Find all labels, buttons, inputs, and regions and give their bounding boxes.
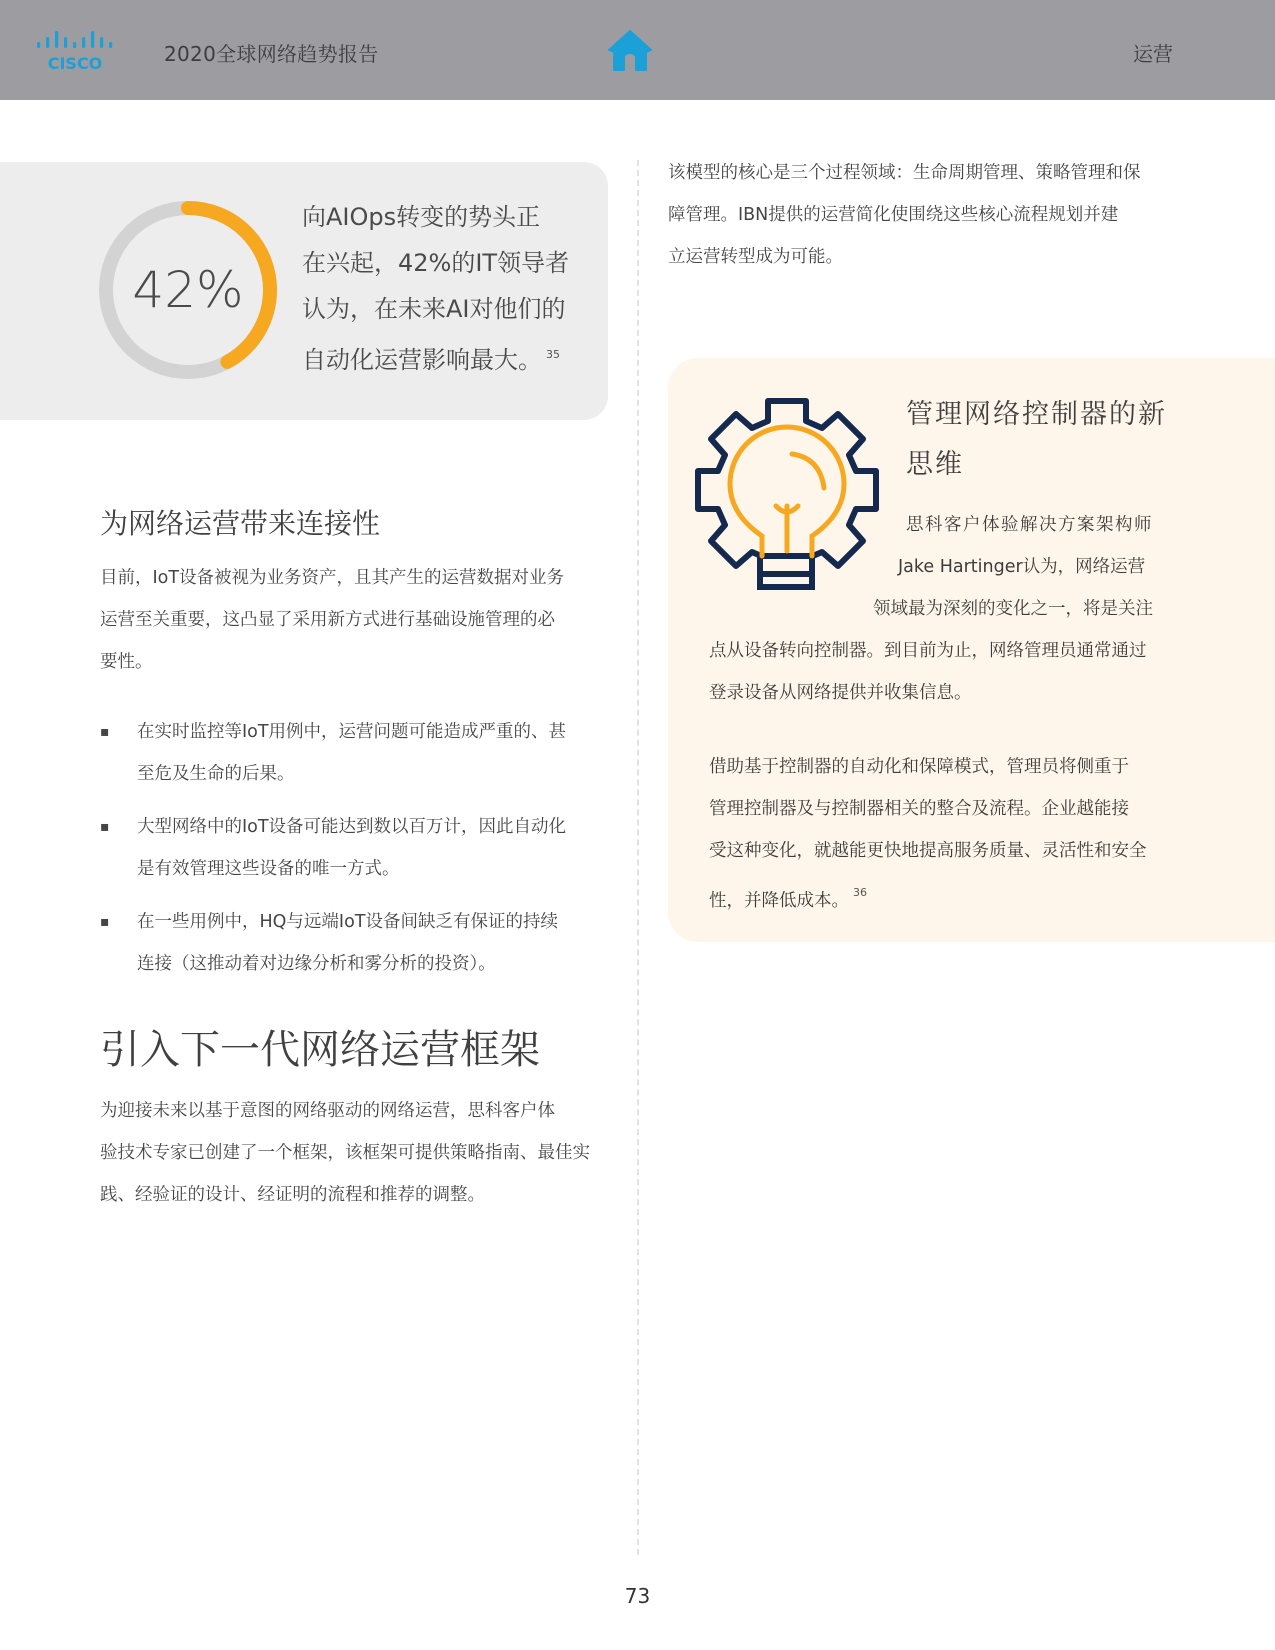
- insight-text-line: 管理控制器及与控制器相关的整合及流程。企业越能接: [709, 799, 1129, 819]
- page-number: 73: [624, 1584, 651, 1608]
- footnote-ref[interactable]: 36: [853, 886, 867, 899]
- paragraph-model-core: 该模型的核心是三个过程领域：生命周期管理、策略管理和保 障管理。IBN提供的运营简化使围绕这些核心流程规划并建 立运营转型成为可能。: [668, 163, 1141, 267]
- insight-text-line: 性，并降低成本。 $^{36}$: [709, 886, 867, 911]
- insight-text-line: Jake Hartinger认为，网络运营: [898, 557, 1146, 577]
- list-item: ▪ 大型网络中的IoT设备可能达到数以百万计，因此自动化 是有效管理这些设备的唯一方式。: [100, 806, 610, 890]
- bullet-marker: ▪: [100, 724, 110, 740]
- section-label[interactable]: 运营: [1133, 42, 1173, 66]
- cisco-logo[interactable]: [36, 30, 118, 72]
- insight-card-title: 管理网络控制器的新 思维: [906, 399, 1167, 480]
- bullet-marker: ▪: [100, 914, 110, 930]
- gear-lightbulb-icon: [692, 396, 882, 590]
- bullet-marker: ▪: [100, 819, 110, 835]
- top-bar: [0, 0, 1275, 100]
- bullet-list: [100, 711, 610, 996]
- list-item: ▪ 在实时监控等IoT用例中，运营问题可能造成严重的、甚 至危及生命的后果。: [100, 711, 610, 795]
- report-title: 2020全球网络趋势报告: [164, 42, 379, 66]
- insight-text-line: 领域最为深刻的变化之一，将是关注: [873, 599, 1153, 619]
- stat-description: 向AIOps转变的势头正 在兴起，42%的IT领导者 认为，在未来AI对他们的 自动化运营影响最大。 $^{35}$: [302, 203, 570, 374]
- insight-text-line: 思科客户体验解决方案架构师: [906, 515, 1153, 535]
- section-heading-framework: 引入下一代网络运营框架: [100, 1027, 540, 1073]
- svg-text:CISCO: CISCO: [47, 54, 103, 72]
- insight-text-line: 登录设备从网络提供并收集信息。: [709, 683, 972, 703]
- column-divider: [637, 160, 639, 1555]
- paragraph-iot-assets: 目前，IoT设备被视为业务资产，且其产生的运营数据对业务 运营至关重要，这凸显了采用新方式进行基础设施管理的必 要性。: [100, 568, 565, 672]
- insight-text-line: 点从设备转向控制器。到目前为止，网络管理员通常通过: [709, 641, 1147, 661]
- insight-text-line: 借助基于控制器的自动化和保障模式，管理员将侧重于: [709, 757, 1129, 777]
- section-heading-connectivity: 为网络运营带来连接性: [100, 507, 381, 540]
- home-icon[interactable]: [606, 28, 654, 72]
- footnote-ref[interactable]: 35: [546, 348, 560, 361]
- list-item: ▪ 在一些用例中，HQ与远端IoT设备间缺乏有保证的持续 连接（这推动着对边缘分析和雾分析的投资）。: [100, 901, 610, 985]
- paragraph-framework: 为迎接未来以基于意图的网络驱动的网络运营，思科客户体 验技术专家已创建了一个框架，该框架可提供策略指南、最佳实 践、经验证的设计、经证明的流程和推荐的调整。: [100, 1101, 590, 1205]
- insight-text-line: 受这种变化，就越能更快地提高服务质量、灵活性和安全: [709, 841, 1147, 861]
- stat-value: 42%: [132, 261, 244, 319]
